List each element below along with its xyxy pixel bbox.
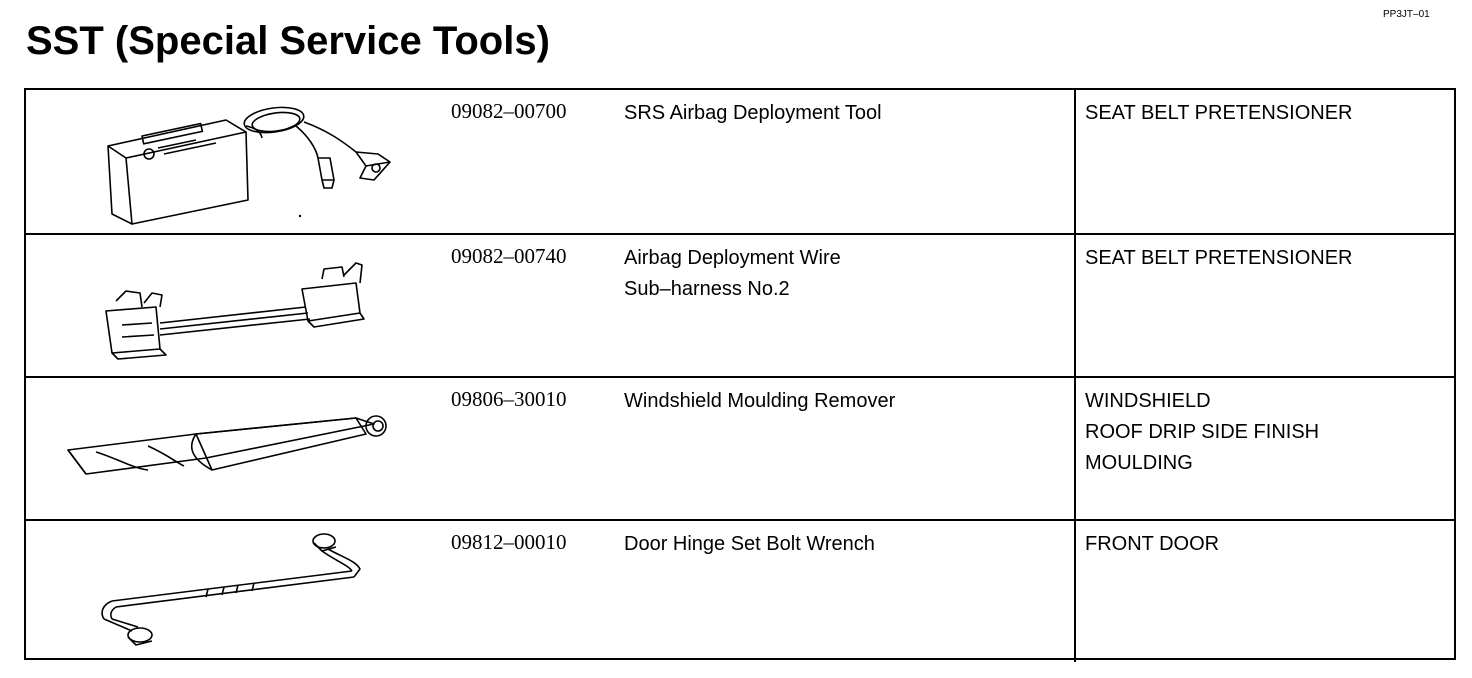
part-number: 09806–30010 — [451, 387, 567, 411]
airbag-deployment-tool-icon — [56, 96, 416, 226]
usage-line: ROOF DRIP SIDE FINISH — [1085, 421, 1320, 443]
tool-name-line: Door Hinge Set Bolt Wrench — [624, 533, 875, 555]
table-row — [26, 90, 1454, 233]
tool-name-line: SRS Airbag Deployment Tool — [624, 102, 882, 124]
column-divider — [1074, 90, 1076, 233]
table-row — [26, 233, 1454, 376]
moulding-remover-icon — [56, 384, 416, 514]
tool-usage — [1085, 529, 1219, 560]
part-number: 09812–00010 — [451, 530, 567, 554]
page-title: SST (Special Service Tools) — [26, 19, 550, 63]
column-divider — [1074, 235, 1076, 376]
tool-name — [624, 529, 875, 560]
tool-name — [624, 243, 841, 305]
document-code: PP3JT–01 — [1383, 9, 1430, 20]
part-number: 09082–00740 — [451, 244, 567, 268]
tool-usage — [1085, 243, 1352, 274]
tool-usage — [1085, 386, 1319, 479]
part-number: 09082–00700 — [451, 99, 567, 123]
usage-line: WINDSHIELD — [1085, 390, 1211, 412]
column-divider — [1074, 378, 1076, 519]
tool-usage — [1085, 98, 1352, 129]
tool-name — [624, 386, 895, 417]
tool-name — [624, 98, 882, 129]
tool-name-line: Sub–harness No.2 — [624, 278, 790, 300]
deployment-wire-subharness-icon — [56, 241, 416, 371]
tool-name-line: Airbag Deployment Wire — [624, 247, 841, 269]
usage-line: FRONT DOOR — [1085, 533, 1220, 555]
hinge-bolt-wrench-icon — [56, 527, 416, 657]
table-row — [26, 519, 1454, 662]
sst-table — [24, 88, 1456, 660]
usage-line: SEAT BELT PRETENSIONER — [1085, 102, 1353, 124]
tool-name-line: Windshield Moulding Remover — [624, 390, 896, 412]
column-divider — [1074, 521, 1076, 662]
usage-line: SEAT BELT PRETENSIONER — [1085, 247, 1353, 269]
table-row — [26, 376, 1454, 519]
usage-line: MOULDING — [1085, 452, 1193, 474]
